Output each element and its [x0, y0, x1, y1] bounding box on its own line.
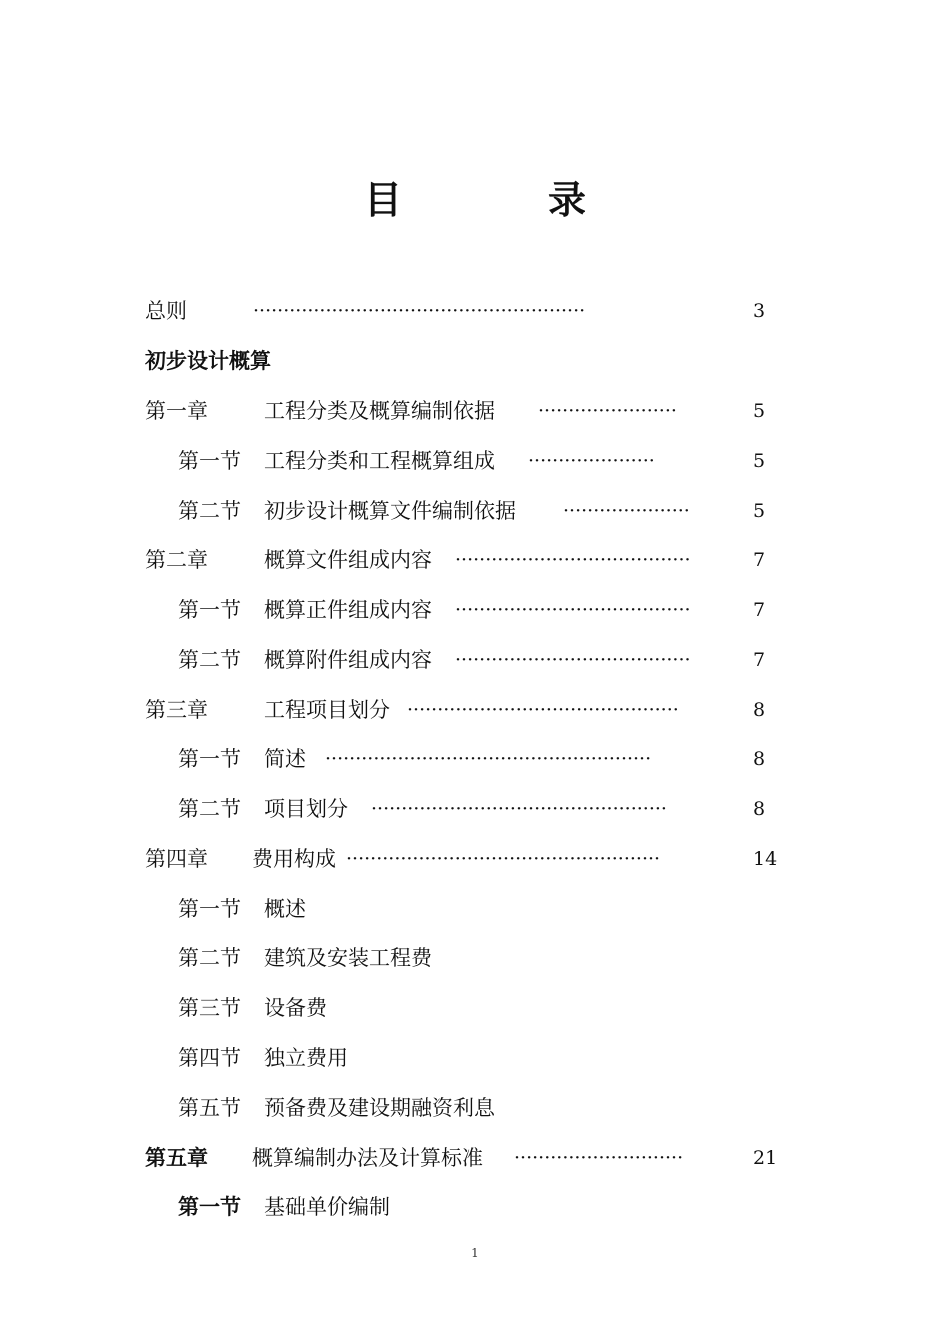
toc-entry-label: 第一节	[178, 598, 241, 622]
toc-entry-label: 第二节	[178, 648, 241, 672]
toc-entry-label: 第五章	[145, 1145, 208, 1170]
toc-part-title: 初步设计概算	[145, 348, 271, 373]
toc-entry-label: 第二章	[145, 548, 208, 572]
toc-page-number: 7	[753, 549, 766, 571]
toc-entry-chapter-1[interactable]	[145, 396, 785, 426]
toc-entry-label: 第一节	[178, 897, 241, 921]
toc-entry-label: 第一章	[145, 399, 208, 423]
toc-page-number: 8	[753, 699, 766, 721]
toc-entry-title: 工程项目划分	[264, 698, 390, 722]
toc-entry-title: 建筑及安装工程费	[264, 946, 432, 970]
title-char-2: 录	[548, 178, 587, 222]
toc-entry-title: 初步设计概算文件编制依据	[264, 499, 516, 523]
toc-entry-chapter-3[interactable]	[145, 695, 785, 725]
toc-entry-section-3-2[interactable]	[145, 794, 785, 824]
toc-entry-title: 概算文件组成内容	[264, 548, 432, 572]
toc-part-heading[interactable]	[145, 346, 785, 376]
toc-entry-section-4-1[interactable]	[145, 894, 785, 924]
page-number-footer: 1	[471, 1246, 479, 1260]
toc-leader-dots: ·····················	[528, 450, 655, 472]
toc-leader-dots: ·······································	[455, 649, 691, 671]
toc-entry-label: 第一节	[178, 747, 241, 771]
toc-entry-chapter-4[interactable]	[145, 844, 785, 874]
toc-page-number: 5	[753, 500, 766, 522]
toc-entry-label: 第二节	[178, 797, 241, 821]
toc-entry-title: 独立费用	[264, 1046, 348, 1070]
toc-entry-title: 概算附件组成内容	[264, 648, 432, 672]
toc-page-number: 14	[753, 848, 778, 870]
toc-entry-label: 第三章	[145, 698, 208, 722]
toc-entry-chapter-5[interactable]	[145, 1143, 785, 1173]
toc-entry-section-5-1[interactable]	[145, 1192, 785, 1222]
toc-entry-title: 工程分类和工程概算组成	[264, 449, 495, 473]
toc-page-number: 5	[753, 400, 766, 422]
toc-entry-title: 项目划分	[264, 797, 348, 821]
toc-entry-label: 第二节	[178, 946, 241, 970]
toc-entry-title: 设备费	[264, 996, 327, 1020]
toc-leader-dots: ·················································	[371, 798, 667, 820]
toc-entry-section-2-2[interactable]	[145, 645, 785, 675]
page-title	[0, 170, 950, 230]
toc-entry-label: 总则	[145, 299, 187, 323]
toc-entry-section-2-1[interactable]	[145, 595, 785, 625]
toc-entry-label: 第三节	[178, 996, 241, 1020]
toc-entry-title: 概算正件组成内容	[264, 598, 432, 622]
toc-leader-dots: ·······································	[455, 599, 691, 621]
toc-entry-label: 第一节	[178, 449, 241, 473]
toc-entry-title: 简述	[264, 747, 306, 771]
toc-entry-label: 第五节	[178, 1096, 241, 1120]
toc-entry-title: 基础单价编制	[264, 1195, 390, 1219]
toc-entry-title: 预备费及建设期融资利息	[264, 1096, 495, 1120]
toc-leader-dots: ·····················	[563, 500, 690, 522]
toc-page-number: 8	[753, 798, 766, 820]
toc-entry-label: 第四章	[145, 847, 208, 871]
toc-leader-dots: ······················································	[325, 748, 652, 770]
toc-leader-dots: ·············································	[407, 699, 679, 721]
toc-entry-section-4-4[interactable]	[145, 1043, 785, 1073]
toc-leader-dots: ····························	[514, 1147, 684, 1169]
title-char-1: 目	[364, 178, 403, 222]
toc-entry-section-4-5[interactable]	[145, 1093, 785, 1123]
toc-entry-section-4-3[interactable]	[145, 993, 785, 1023]
toc-entry-section-4-2[interactable]	[145, 943, 785, 973]
toc-entry-label: 第四节	[178, 1046, 241, 1070]
toc-leader-dots: ·······················	[538, 400, 677, 422]
toc-entry-title: 概述	[264, 897, 306, 921]
toc-entry-section-1-2[interactable]	[145, 496, 785, 526]
toc-entry-section-3-1[interactable]	[145, 744, 785, 774]
toc-entry-label: 第二节	[178, 499, 241, 523]
toc-entry-chapter-2[interactable]	[145, 545, 785, 575]
toc-page-number: 7	[753, 649, 766, 671]
toc-entry-title: 工程分类及概算编制依据	[264, 399, 495, 423]
toc-leader-dots: ····················································	[346, 848, 661, 870]
toc-leader-dots: ·······································	[455, 549, 691, 571]
toc-page-number: 8	[753, 748, 766, 770]
toc-page-number: 21	[753, 1147, 778, 1169]
toc-entry-title: 费用构成	[252, 847, 336, 871]
toc-page-number: 3	[753, 300, 766, 322]
toc-entry-title: 概算编制办法及计算标准	[252, 1146, 483, 1170]
toc-entry-general[interactable]	[145, 296, 785, 326]
toc-leader-dots: ·······················································	[253, 300, 586, 322]
toc-page-number: 7	[753, 599, 766, 621]
toc-page-number: 5	[753, 450, 766, 472]
toc-entry-section-1-1[interactable]	[145, 446, 785, 476]
toc-entry-label: 第一节	[178, 1194, 241, 1219]
